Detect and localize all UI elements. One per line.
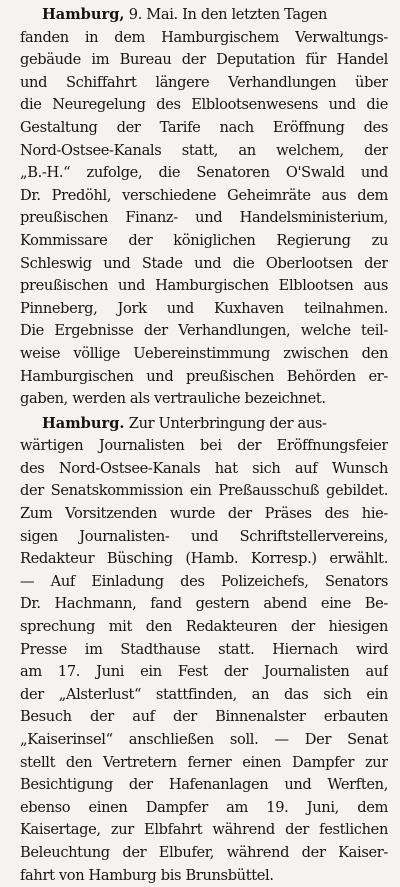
article-text-line: fahrt von Hamburg bis Brunsbüttel. [20,866,274,884]
article-text-line: am 17. Juni ein Fest der Journalisten auf [20,663,388,681]
article-text-line: ebenso einen Dampfer am 19. Juni, dem [20,798,388,816]
article-text-line: gebäude im Bureau der Deputation für Handel [20,51,388,69]
article-text-line: Zum Vorsitzenden wurde der Präses des hie- [20,505,388,523]
article-text-line: stellt den Vertretern ferner einen Dampfer zur [20,753,388,771]
article-text-line: des Nord-Ostsee-Kanals hat sich auf Wunsch [20,459,388,477]
article-text-line: Kaisertage, zur Elbfahrt während der festlichen [20,821,388,839]
article-text-line: gaben, werden als vertrauliche bezeichnet. [20,390,326,408]
article-text-line: 9. Mai. In den letzten Tagen [124,6,328,23]
article-dateline: Hamburg. [42,414,125,432]
article-text-line: der Senatskommission ein Preßausschuß gebildet. [20,482,388,500]
article-hamburg-press-committee [20,413,388,887]
article-text-line: Redakteur Büsching (Hamb. Korresp.) erwählt. [20,550,388,568]
article-text-line: Zur Unterbringung der aus- [124,414,327,432]
article-text-line: Gestaltung der Tarife nach Eröffnung des [20,118,388,136]
article-text-line: sprechung mit den Redakteuren der hiesigen [20,618,388,636]
article-text-line: weise völlige Uebereinstimmung zwischen den [20,344,388,362]
article-text-line: Die Ergebnisse der Verhandlungen, welche teil- [20,322,388,340]
article-text-line: der „Alsterlust“ stattfinden, an das sich ein [20,685,388,703]
article-hamburg-may-9 [20,4,388,411]
article-text-line: sigen Journalisten- und Schriftstellervereins, [20,527,388,545]
article-text-line: Nord-Ostsee-Kanals statt, an welchem, der [20,141,388,159]
article-text-line: Presse im Stadthause statt. Hiernach wird [20,640,388,658]
article-text-line: Dr. Predöhl, verschiedene Geheimräte aus dem [20,186,388,204]
article-text-line: Hamburgischen und preußischen Behörden er- [20,367,388,385]
article-text-line: — Auf Einladung des Polizeichefs, Senators [20,572,388,590]
article-text-line: Besuch der auf der Binnenalster erbauten [20,708,388,726]
article-text-line: preußischen Finanz- und Handelsministerium, [20,209,388,227]
article-first-line [20,413,388,436]
article-text-line: fanden in dem Hamburgischem Verwaltungs- [20,28,388,46]
article-text-line: Besichtigung der Hafenanlagen und Werften, [20,776,388,794]
article-dateline: Hamburg, [42,6,125,23]
article-text-line: preußischen und Hamburgischen Elblootsen aus [20,277,388,295]
article-text-line: Beleuchtung der Elbufer, während der Kaiser- [20,843,388,861]
article-first-line [20,4,388,27]
article-text-line: Kommissare der königlichen Regierung zu [20,231,388,249]
article-text-line: Dr. Hachmann, fand gestern abend eine Be- [20,595,388,613]
article-text-line: Schleswig und Stade und die Oberlootsen der [20,254,388,272]
article-text-line: und Schiffahrt längere Verhandlungen über [20,73,388,91]
article-text-line: wärtigen Journalisten bei der Eröffnungsfeier [20,437,388,455]
article-text-line: „Kaiserinsel“ anschließen soll. — Der Senat [20,731,388,748]
article-text-line: Pinneberg, Jork und Kuxhaven teilnahmen. [20,299,388,317]
article-text-line: die Neuregelung des Elblootsenwesens und die [20,96,388,114]
article-text-line: „B.-H.“ zufolge, die Senatoren O'Swald und [20,164,388,182]
